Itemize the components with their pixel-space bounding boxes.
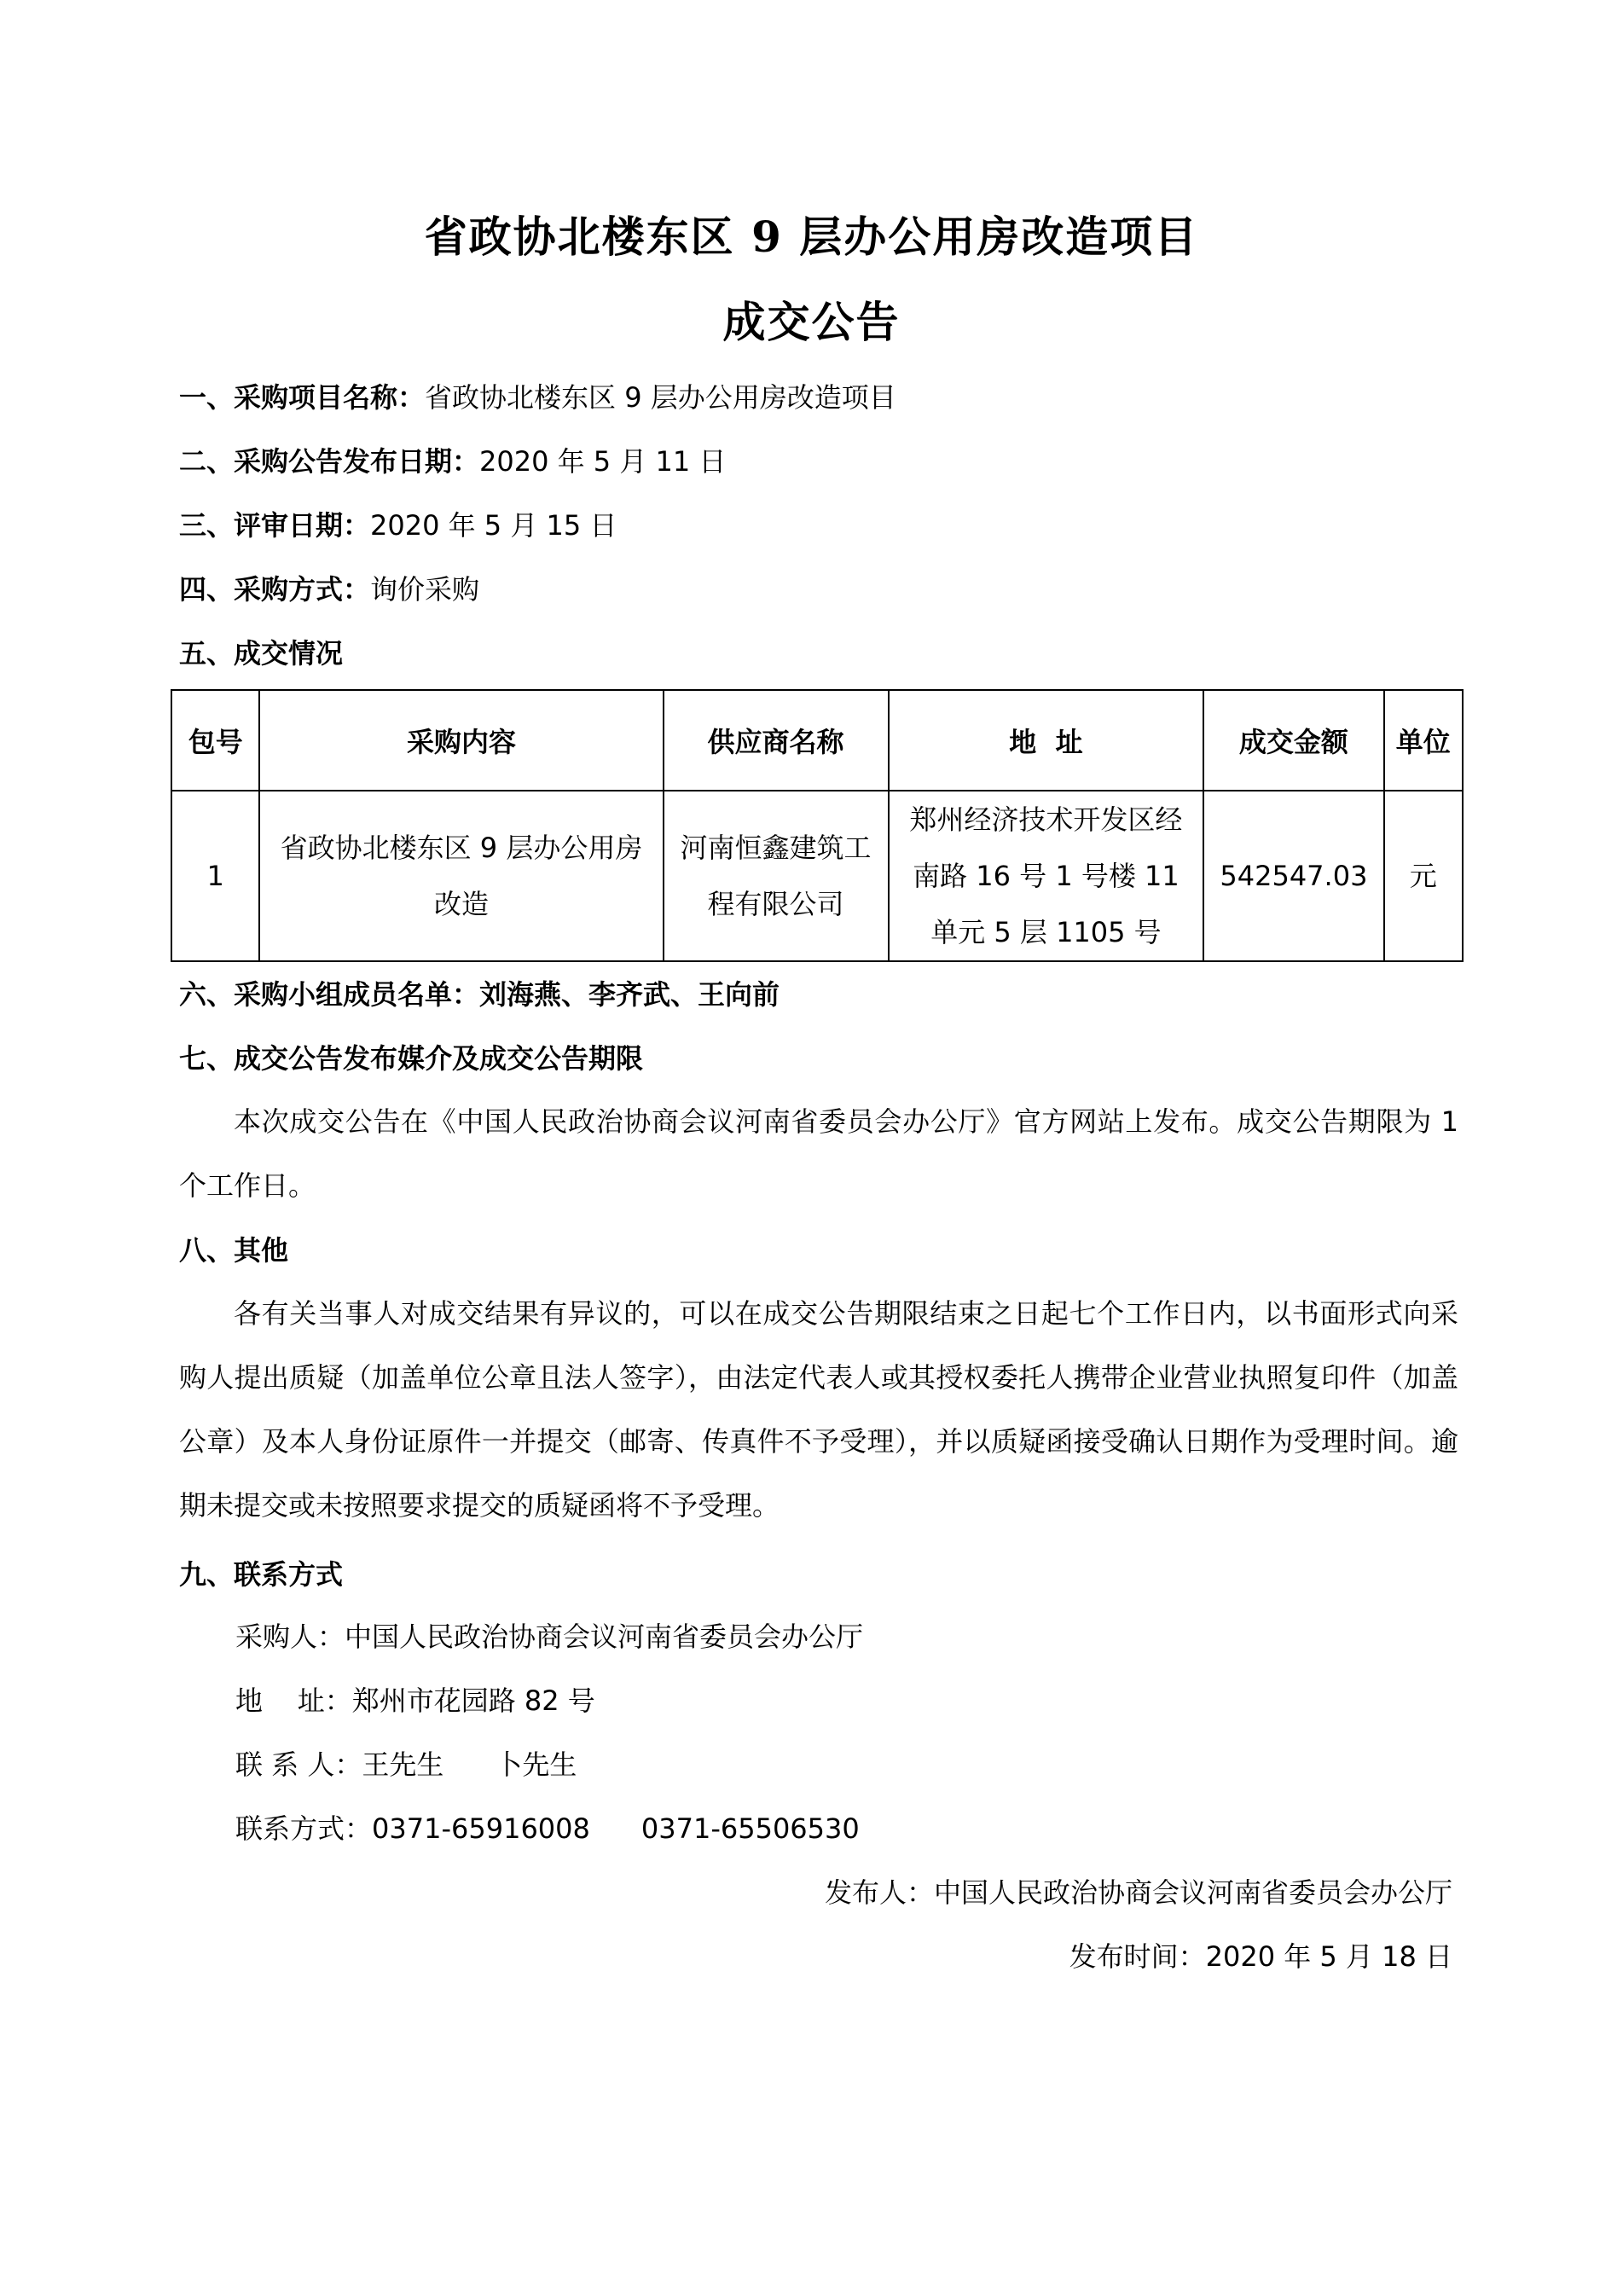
contact-phone-2: 0371-65506530: [641, 1812, 860, 1845]
cell-amount: 542547.03: [1203, 791, 1383, 961]
section-group-members: [179, 978, 780, 1011]
contact-label: 联 系 人：: [235, 1748, 362, 1781]
cell-unit: 元: [1384, 791, 1463, 961]
section-contact: [179, 1558, 344, 1591]
header-address: 地 址: [889, 690, 1204, 791]
contact-value: 卜先生: [495, 1748, 577, 1781]
contact-phone-1: 0371-65916008: [372, 1812, 590, 1845]
header-unit: 单位: [1384, 690, 1463, 791]
contact-purchaser: [235, 1621, 864, 1653]
section-label: 五、成交情况: [179, 637, 344, 670]
section-value: 2020 年 5 月 11 日: [479, 445, 727, 478]
cell-supplier: 河南恒鑫建筑工程有限公司: [664, 791, 889, 961]
contact-value: 中国人民政治协商会议河南省委员会办公厅: [345, 1621, 864, 1653]
section-other: [179, 1234, 289, 1267]
document-title: 省政协北楼东区 9 层办公用房改造项目: [424, 212, 1199, 262]
section-label: 三、评审日期：: [179, 509, 371, 542]
contact-label: 联系方式：: [235, 1812, 373, 1845]
section-media: [179, 1042, 644, 1075]
contact-value: 郑州市花园路 82 号: [351, 1684, 595, 1717]
section-label: 一、采购项目名称：: [179, 381, 426, 414]
header-supplier: 供应商名称: [664, 690, 889, 791]
contact-value: 王先生: [362, 1748, 444, 1781]
header-content: 采购内容: [259, 690, 663, 791]
other-paragraph: 各有关当事人对成交结果有异议的，可以在成交公告期限结束之日起七个工作日内，以书面形式向采购人提出质疑（加盖单位公章且法人签字），由法定代表人或其授权委托人携带企业营业执照复印件（加盖公章）及本人身份证原件一并提交（邮寄、传真件不予受理），并以质疑函接受确认日期作为受理时间。逾期未提交或未按照要求提交的质疑函将不予受理。: [179, 1297, 1458, 1522]
contact-label: 地 址：: [235, 1684, 352, 1717]
document-subtitle: 成交公告: [722, 297, 901, 347]
section-label: 八、其他: [179, 1234, 289, 1267]
section-review-date: [179, 509, 617, 542]
section-label: 九、联系方式: [179, 1558, 344, 1591]
section-label: 二、采购公告发布日期：: [179, 445, 480, 478]
section-value: 询价采购: [370, 573, 480, 606]
section-label: 四、采购方式：: [179, 573, 371, 606]
section-label: 六、采购小组成员名单：刘海燕、李齐武、王向前: [179, 978, 780, 1011]
deal-table: [171, 689, 1464, 962]
table-header-row: [171, 690, 1463, 791]
cell-package: 1: [171, 791, 259, 961]
section-project-name: [179, 381, 896, 414]
media-paragraph: 本次成交公告在《中国人民政治协商会议河南省委员会办公厅》官方网站上发布。成交公告期限为 1 个工作日。: [179, 1105, 1458, 1202]
section-label: 七、成交公告发布媒介及成交公告期限: [179, 1042, 644, 1075]
section-value: 2020 年 5 月 15 日: [370, 509, 617, 542]
publisher: 发布人：中国人民政治协商会议河南省委员会办公厅: [824, 1876, 1452, 1909]
cell-content: 省政协北楼东区 9 层办公用房改造: [259, 791, 663, 961]
section-procurement-method: [179, 573, 480, 606]
section-value: 省政协北楼东区 9 层办公用房改造项目: [425, 381, 896, 414]
header-amount: 成交金额: [1203, 690, 1383, 791]
contact-person: [235, 1748, 577, 1781]
publish-time: 发布时间：2020 年 5 月 18 日: [1069, 1940, 1452, 1973]
contact-address: [235, 1684, 595, 1717]
contact-label: 采购人：: [235, 1621, 345, 1653]
table-row: [171, 791, 1463, 961]
cell-address: 郑州经济技术开发区经南路 16 号 1 号楼 11 单元 5 层 1105 号: [889, 791, 1204, 961]
section-announce-date: [179, 445, 727, 478]
contact-phone: [235, 1812, 860, 1845]
header-package: 包号: [171, 690, 259, 791]
section-deal-status: [179, 637, 344, 670]
